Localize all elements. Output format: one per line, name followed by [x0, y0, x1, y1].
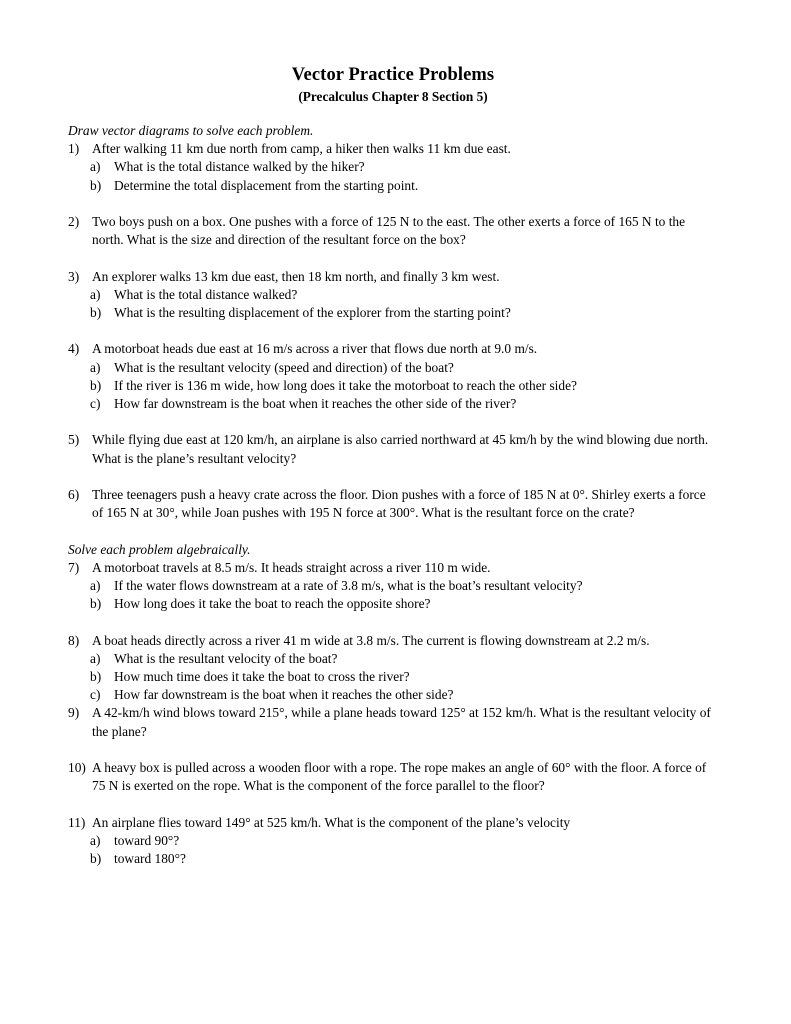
- problem-set-body: [68, 122, 718, 868]
- subitem-marker: b): [90, 668, 102, 684]
- paragraph-gap: [68, 522, 718, 540]
- problem-subitem: [68, 668, 718, 686]
- problem-item: [68, 632, 718, 650]
- problem-text: Three teenagers push a heavy crate across the floor. Dion pushes with a force of 185 N at 0°. Shirley exerts a force of 165 N at 30°, while Joan pushes with 195 N force at 300°. What is the resultant force on the crate?: [92, 486, 706, 521]
- subitem-text: What is the resultant velocity (speed and direction) of the boat?: [114, 359, 454, 375]
- problem-text: After walking 11 km due north from camp, a hiker then walks 11 km due east.: [92, 141, 511, 157]
- subitem-marker: a): [90, 650, 101, 666]
- problem-item: [68, 704, 718, 740]
- problem-item: [68, 140, 718, 158]
- subitem-marker: b): [90, 305, 102, 320]
- subitem-marker: a): [90, 159, 101, 175]
- subitem-marker: b): [90, 596, 102, 612]
- problem-text: An explorer walks 13 km due east, then 18 km north, and finally 3 km west.: [92, 268, 500, 284]
- subitem-text: What is the total distance walked?: [114, 286, 298, 302]
- problem-marker: 5): [68, 432, 80, 448]
- paragraph-gap: [68, 468, 718, 486]
- subitem-marker: c): [90, 687, 101, 703]
- problem-subitem: [68, 650, 718, 668]
- subitem-marker: a): [90, 577, 101, 593]
- problem-subitem: [68, 850, 718, 868]
- section-heading-draw-diagrams: Draw vector diagrams to solve each problem.: [68, 123, 314, 138]
- subitem-marker: a): [90, 286, 101, 302]
- problem-subitem: [68, 359, 718, 377]
- subitem-marker: a): [90, 832, 101, 848]
- problem-subitem: [68, 377, 718, 395]
- problem-item: [68, 213, 718, 249]
- problem-text: A motorboat travels at 8.5 m/s. It heads straight across a river 110 m wide.: [92, 559, 491, 575]
- problem-subitem: [68, 686, 718, 704]
- problem-subitems: [68, 359, 718, 414]
- problem-item: [68, 268, 718, 286]
- problem-item: [68, 759, 718, 795]
- problem-marker: 2): [68, 214, 80, 229]
- problem-subitem: [68, 304, 718, 322]
- problem-subitem: [68, 832, 718, 850]
- problem-subitem: [68, 395, 718, 413]
- paragraph-gap: [68, 741, 718, 759]
- paragraph-gap: [68, 195, 718, 213]
- problem-marker: 4): [68, 341, 80, 357]
- paragraph-gap: [68, 322, 718, 340]
- problem-text: A heavy box is pulled across a wooden floor with a rope. The rope makes an angle of 60° with the floor. A force of 75 N is exerted on the rope. What is the component of the force parallel to the floor?: [92, 759, 707, 794]
- section-heading-solve-algebraically: Solve each problem algebraically.: [68, 541, 251, 557]
- page-subtitle: (Precalculus Chapter 8 Section 5): [298, 89, 488, 104]
- problem-marker: 7): [68, 559, 80, 575]
- subitem-marker: c): [90, 396, 101, 411]
- subitem-text: What is the resulting displacement of the explorer from the starting point?: [114, 305, 511, 320]
- problem-text: Two boys push on a box. One pushes with a force of 125 N to the east. The other exerts a force of 165 N to the north. What is the size and direction of the resultant force on the box?: [92, 214, 686, 248]
- subitem-text: How much time does it take the boat to cross the river?: [114, 668, 410, 684]
- subitem-text: How far downstream is the boat when it reaches the other side?: [114, 687, 454, 703]
- paragraph-gap: [68, 613, 718, 631]
- subitem-text: toward 90°?: [114, 832, 180, 848]
- problem-subitems: [68, 577, 718, 613]
- problem-subitems: [68, 286, 718, 322]
- problem-subitem: [68, 286, 718, 304]
- paragraph-gap: [68, 413, 718, 431]
- problem-subitems: [68, 650, 718, 705]
- subitem-text: If the river is 136 m wide, how long does it take the motorboat to reach the other side?: [114, 377, 577, 393]
- problem-marker: 11): [68, 814, 86, 830]
- subitem-text: If the water flows downstream at a rate of 3.8 m/s, what is the boat’s resultant velocity?: [114, 577, 583, 593]
- problem-subitem: [68, 577, 718, 595]
- problem-text: An airplane flies toward 149° at 525 km/h. What is the component of the plane’s velocity: [92, 814, 571, 830]
- subitem-text: Determine the total displacement from the starting point.: [114, 177, 419, 193]
- paragraph-gap: [68, 249, 718, 267]
- problem-marker: 9): [68, 705, 80, 721]
- problem-subitem: [68, 595, 718, 613]
- problem-marker: 3): [68, 268, 80, 284]
- subitem-marker: b): [90, 850, 102, 866]
- problem-item: [68, 814, 718, 832]
- problem-item: [68, 340, 718, 358]
- problem-marker: 10): [68, 759, 86, 775]
- subitem-text: What is the resultant velocity of the boat?: [114, 650, 338, 666]
- subitem-marker: b): [90, 177, 102, 193]
- problem-item: [68, 559, 718, 577]
- problem-subitem: [68, 158, 718, 176]
- problem-marker: 8): [68, 632, 80, 648]
- problem-text: A motorboat heads due east at 16 m/s across a river that flows due north at 9.0 m/s.: [92, 341, 538, 357]
- problem-item: [68, 486, 718, 522]
- problem-marker: 1): [68, 141, 80, 157]
- subitem-text: toward 180°?: [114, 850, 186, 866]
- problem-subitems: [68, 832, 718, 868]
- problem-text: A 42-km/h wind blows toward 215°, while a plane heads toward 125° at 152 km/h. What is the resultant velocity of the plane?: [92, 705, 711, 739]
- subitem-text: How far downstream is the boat when it reaches the other side of the river?: [114, 396, 517, 411]
- problem-subitem: [68, 177, 718, 195]
- problem-item: [68, 431, 718, 467]
- subitem-marker: b): [90, 377, 102, 393]
- problem-subitems: [68, 158, 718, 194]
- subitem-marker: a): [90, 359, 101, 375]
- problem-text: A boat heads directly across a river 41 m wide at 3.8 m/s. The current is flowing downstream at 2.2 m/s.: [92, 632, 650, 648]
- page-title: Vector Practice Problems: [291, 65, 495, 85]
- problem-text: While flying due east at 120 km/h, an airplane is also carried northward at 45 km/h by the wind blowing due north. What is the plane’s resultant velocity?: [92, 432, 709, 466]
- problem-marker: 6): [68, 486, 80, 502]
- paragraph-gap: [68, 795, 718, 813]
- subitem-text: What is the total distance walked by the hiker?: [114, 159, 365, 175]
- subitem-text: How long does it take the boat to reach the opposite shore?: [114, 596, 431, 612]
